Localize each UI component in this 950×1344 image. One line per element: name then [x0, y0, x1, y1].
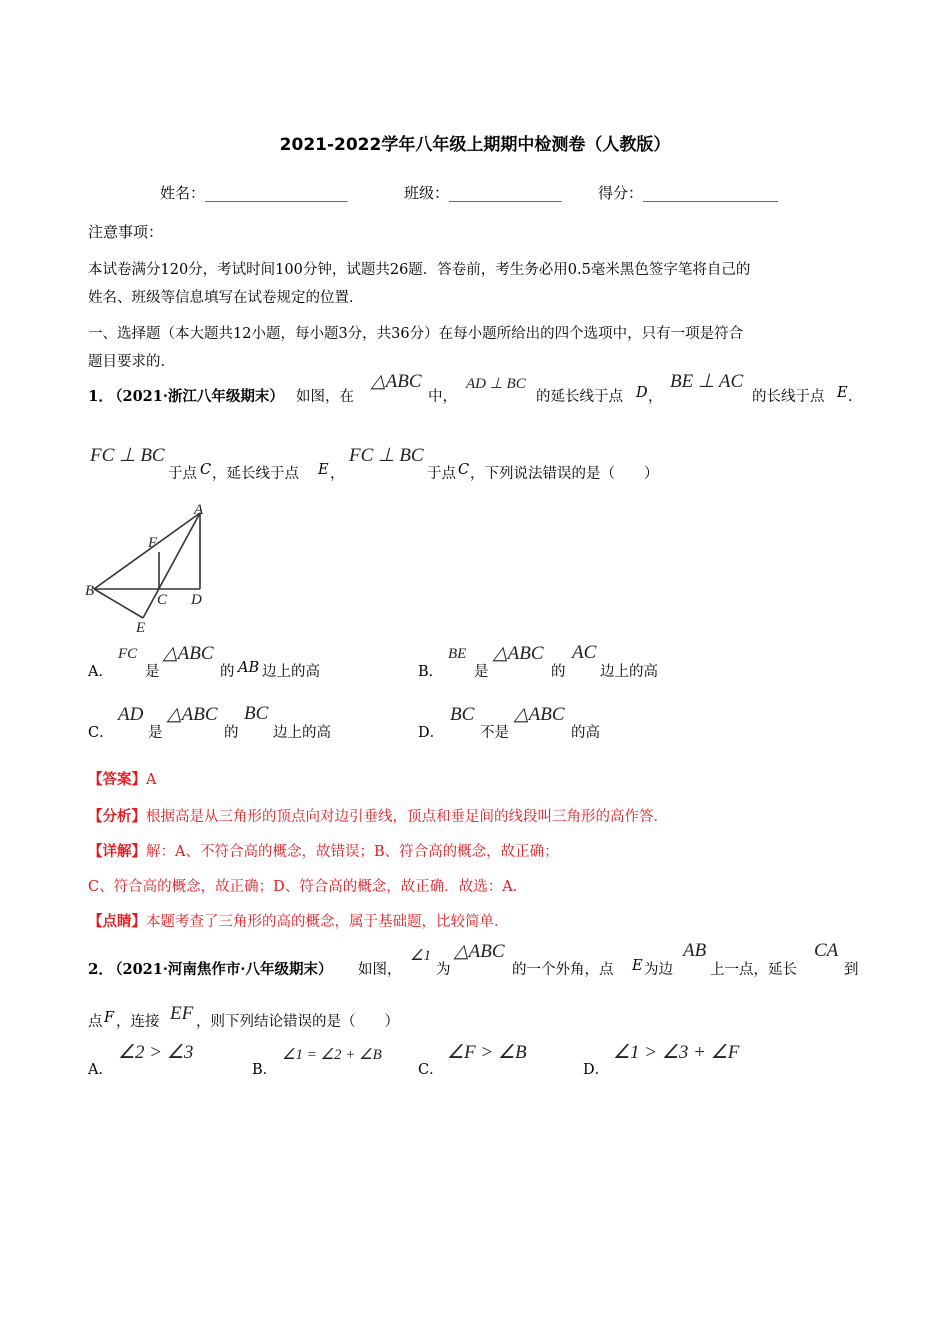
- option-label: C．: [88, 725, 114, 741]
- option-text: 不是: [480, 725, 509, 741]
- option-math: AC: [572, 642, 597, 663]
- option-math: △ABC: [514, 704, 565, 725]
- option-label: D．: [418, 725, 445, 741]
- q2-text: ，连接: [116, 1014, 160, 1030]
- option-text: 是: [145, 664, 160, 680]
- analysis-text: 根据高是从三角形的顶点向对边引垂线，顶点和垂足间的线段叫三角形的高作答．: [146, 809, 668, 825]
- q1-comment: [88, 910, 509, 931]
- fig-label-e: E: [136, 620, 146, 636]
- line-be: [94, 589, 143, 618]
- q1-source: （2021·浙江八年级期末）: [108, 388, 284, 405]
- score-label: 得分：: [598, 184, 644, 202]
- name-field[interactable]: [160, 182, 348, 203]
- option-label: C．: [418, 1062, 444, 1078]
- option-label: A．: [88, 1062, 113, 1078]
- option-text: 边上的高: [273, 725, 331, 741]
- option-label: D．: [583, 1062, 610, 1078]
- q1-figure: [84, 500, 214, 640]
- q1-text: 的长线于点: [752, 389, 825, 405]
- option-math: △ABC: [493, 643, 544, 664]
- q2-number: 2．: [88, 960, 114, 978]
- section-1-line-2: 题目要求的．: [88, 354, 175, 370]
- q2-math-ef: EF: [170, 1003, 194, 1024]
- notice-heading: 注意事项：: [88, 223, 164, 241]
- option-math: BC: [450, 704, 475, 725]
- option-label: B．: [252, 1062, 278, 1078]
- option-math: △ABC: [167, 704, 218, 725]
- option-math: BC: [244, 703, 269, 724]
- q1-text: ．: [848, 389, 863, 405]
- q2-math-angle1: ∠1: [410, 948, 431, 964]
- class-label: 班级：: [404, 184, 450, 202]
- q2-text: 点: [88, 1014, 103, 1030]
- q2-math-abc: △ABC: [454, 941, 505, 962]
- score-blank: __________________: [643, 184, 779, 202]
- q1-text: 的延长线于点: [536, 389, 623, 405]
- q2-math-ab: AB: [683, 940, 707, 961]
- class-blank: _______________: [449, 184, 562, 202]
- q2-math-ca: CA: [814, 940, 839, 961]
- notice-line-2: 姓名、班级等信息填写在试卷规定的位置．: [88, 290, 364, 306]
- page-title: 2021-2022学年八年级上期期中检测卷（人教版）: [279, 135, 671, 155]
- q1-math-fc-bc: FC ⊥ BC: [90, 445, 165, 466]
- q1-text: 中，: [428, 389, 457, 405]
- q1-point-d: D: [636, 385, 648, 401]
- q1-text: ，下列说法错误的是（ ）: [470, 466, 659, 482]
- q1-text: ，: [330, 466, 345, 482]
- option-math: AD: [118, 704, 144, 725]
- detail-tag: 【详解】: [88, 843, 146, 860]
- option-expr: ∠1 = ∠2 + ∠B: [282, 1047, 382, 1063]
- q1-text: 于点: [427, 466, 456, 482]
- option-text: 边上的高: [262, 664, 320, 680]
- notice-line-1: 本试卷满分120分，考试时间100分钟，试题共26题．答卷前，考生务必用0.5毫米黑色签字笔将自己的: [88, 262, 751, 278]
- q1-point-c: C: [200, 462, 212, 478]
- option-math: BE: [448, 646, 467, 662]
- q1-text: ，延长线于点: [212, 466, 299, 482]
- q1-point-c: C: [458, 462, 470, 478]
- option-math: △ABC: [163, 643, 214, 664]
- q2-text: 如图，: [358, 962, 402, 978]
- option-label: B．: [418, 664, 444, 680]
- q2-point-e: E: [632, 958, 643, 974]
- option-expr: ∠1 > ∠3 + ∠F: [613, 1042, 740, 1063]
- q2-text: 到: [844, 962, 859, 978]
- analysis-tag: 【分析】: [88, 808, 146, 825]
- q2-text: 为边: [644, 962, 673, 978]
- section-1-line-1: 一、选择题（本大题共12小题，每小题3分，共36分）在每小题所给出的四个选项中，只有一项是符合: [88, 326, 744, 342]
- fig-label-b: B: [85, 583, 95, 599]
- q1-text: 如图，在: [296, 389, 354, 405]
- q1-detail-line-2: C、符合高的概念，故正确；D、符合高的概念，故正确．故选：A．: [88, 879, 528, 895]
- option-expr: ∠F > ∠B: [447, 1042, 527, 1063]
- fig-label-a: A: [194, 502, 204, 518]
- q1-point-e: E: [318, 462, 329, 478]
- q1-point-e: E: [837, 385, 848, 401]
- q1-answer: [88, 768, 156, 789]
- option-label: A．: [88, 664, 113, 680]
- q1-math-be-ac: BE ⊥ AC: [670, 371, 744, 392]
- option-text: 的高: [571, 725, 600, 741]
- q2-text: 的一个外角，点: [512, 962, 614, 978]
- q1-text: ，: [648, 389, 663, 405]
- q2-text: 为: [436, 962, 451, 978]
- line-ba: [94, 513, 200, 589]
- option-math: FC: [118, 646, 138, 662]
- q1-number: 1．: [88, 387, 114, 405]
- option-text: 边上的高: [600, 664, 658, 680]
- name-blank: ___________________: [205, 184, 348, 202]
- q1-math-ad-bc: AD ⊥ BC: [466, 376, 526, 392]
- comment-tag: 【点睛】: [88, 913, 146, 930]
- fig-label-f: F: [148, 535, 158, 551]
- q2-point-f: F: [104, 1010, 115, 1026]
- comment-text: 本题考查了三角形的高的概念，属于基础题，比较简单．: [146, 914, 509, 930]
- q1-text: 于点: [168, 466, 197, 482]
- q1-analysis: [88, 805, 668, 826]
- option-text: 是: [474, 664, 489, 680]
- fig-label-d: D: [191, 592, 202, 608]
- q2-text: ，则下列结论错误的是（ ）: [196, 1014, 399, 1030]
- q2-text: 上一点，延长: [710, 962, 797, 978]
- option-text: 的: [224, 725, 239, 741]
- name-label: 姓名：: [160, 184, 206, 202]
- option-text: 的: [551, 664, 566, 680]
- q1-detail: [88, 840, 559, 861]
- answer-text: A: [146, 772, 157, 788]
- q1-math-fc-bc: FC ⊥ BC: [349, 445, 424, 466]
- fig-label-c: C: [157, 592, 168, 608]
- q1-math-abc: △ABC: [371, 371, 422, 392]
- q2-source: （2021·河南焦作市·八年级期末）: [108, 961, 333, 978]
- option-text: 是: [148, 725, 163, 741]
- score-field[interactable]: [598, 182, 778, 203]
- class-field[interactable]: [404, 182, 562, 203]
- option-text: AB: [238, 660, 260, 676]
- answer-tag: 【答案】: [88, 771, 146, 788]
- detail-text: 解：A、不符合高的概念，故错误；B、符合高的概念，故正确；: [146, 844, 559, 860]
- option-text: 的: [220, 664, 235, 680]
- option-expr: ∠2 > ∠3: [118, 1042, 194, 1063]
